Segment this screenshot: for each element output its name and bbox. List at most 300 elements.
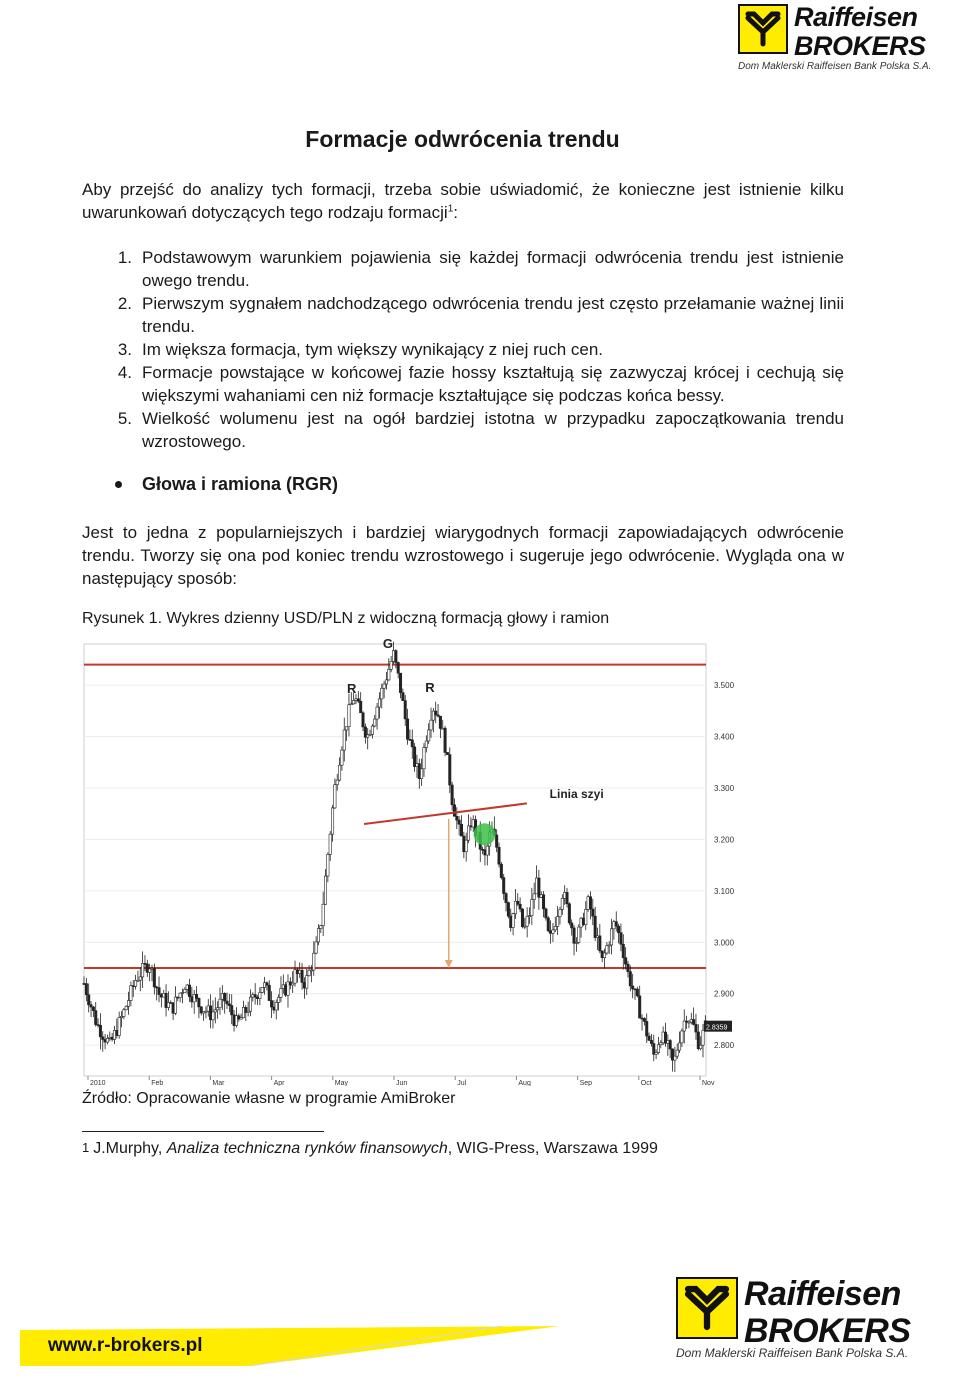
candle-body — [163, 993, 165, 997]
candle-body — [650, 1040, 652, 1043]
candle-body — [549, 931, 551, 933]
candle-body — [470, 826, 472, 827]
candle-body — [392, 651, 394, 662]
candle-body — [643, 1018, 645, 1021]
intro-paragraph — [82, 178, 844, 224]
page-title: Formacje odwrócenia trendu — [305, 126, 620, 152]
candle-body — [146, 964, 148, 972]
candle-body — [432, 711, 434, 720]
candle-body — [153, 968, 155, 987]
candle-body — [678, 1043, 680, 1050]
candle-body — [144, 963, 146, 964]
candle-body — [561, 898, 563, 909]
candle-body — [268, 985, 270, 1000]
candle-body — [240, 1018, 242, 1019]
candle-body — [627, 964, 629, 972]
x-tick-label: Jul — [457, 1080, 467, 1086]
candle-body — [212, 1012, 214, 1020]
candle-body — [446, 752, 448, 754]
candle-body — [582, 918, 584, 925]
candle-body — [521, 909, 523, 927]
candle-body — [282, 985, 284, 989]
candle-body — [165, 993, 167, 1007]
candle-body — [660, 1043, 662, 1045]
x-tick-label: Sep — [579, 1080, 593, 1086]
candle-body — [638, 996, 640, 1018]
candle-body — [460, 824, 462, 836]
candle-body — [657, 1045, 659, 1053]
candle-body — [571, 923, 573, 928]
candle-body — [631, 986, 633, 989]
y-tick-label: 3.000 — [714, 938, 735, 948]
candle-body — [341, 750, 343, 765]
chart-svg — [80, 636, 740, 1086]
candle-body — [170, 1003, 172, 1004]
list-item-number: 2. — [117, 294, 132, 313]
candle-body — [371, 726, 373, 734]
candle-body — [83, 983, 85, 984]
candle-body — [467, 826, 469, 840]
list-item-number: 1. — [117, 248, 132, 267]
candle-body — [695, 1024, 697, 1032]
candle-body — [559, 909, 561, 916]
list-item-text: Wielkość wolumenu jest na ogół bardziej istotna w przypadku zapoczątkowania trendu wzrostowego. — [142, 409, 844, 451]
candle-body — [552, 930, 554, 933]
candle-body — [158, 988, 160, 995]
candle-body — [287, 982, 289, 995]
candle-body — [155, 987, 157, 988]
candle-body — [423, 748, 425, 769]
y-tick-label: 3.100 — [714, 886, 735, 896]
candle-body — [599, 936, 601, 951]
candle-body — [254, 995, 256, 998]
footnote-number: 1 — [82, 1140, 90, 1155]
candle-body — [226, 1001, 228, 1004]
candle-body — [284, 985, 286, 995]
candle-body — [610, 929, 612, 945]
candle-body — [280, 988, 282, 997]
x-tick-label: Feb — [151, 1080, 164, 1086]
candle-body — [139, 977, 141, 980]
candle-body — [198, 998, 200, 1006]
x-tick-label: Aug — [518, 1080, 531, 1086]
x-tick-label: Nov — [702, 1080, 715, 1086]
candle-body — [578, 927, 580, 942]
candle-body — [85, 984, 87, 995]
candle-body — [542, 895, 544, 909]
candle-body — [277, 997, 279, 1002]
brand-logo-top — [738, 2, 932, 72]
candle-body — [629, 972, 631, 986]
candle-body — [261, 987, 263, 992]
candle-body — [383, 684, 385, 688]
candle-body — [303, 982, 305, 988]
candle-body — [653, 1043, 655, 1054]
candle-body — [289, 982, 291, 985]
candle-body — [481, 849, 483, 850]
candle-body — [528, 916, 530, 917]
candle-body — [402, 693, 404, 701]
candle-body — [512, 914, 514, 928]
bullet-icon — [115, 481, 122, 488]
candle-body — [580, 918, 582, 927]
candle-body — [641, 1018, 643, 1019]
candle-body — [329, 834, 331, 854]
candle-body — [123, 1010, 125, 1017]
candle-body — [486, 846, 488, 855]
candle-body — [456, 816, 458, 820]
candle-body — [674, 1056, 676, 1060]
candle-body — [563, 892, 565, 898]
candle-body — [533, 894, 535, 900]
y-tick-label: 3.200 — [714, 835, 735, 845]
candle-body — [95, 1011, 97, 1025]
candle-body — [699, 1045, 701, 1049]
candle-body — [554, 926, 556, 929]
candle-body — [160, 995, 162, 998]
x-tick-label: Oct — [640, 1080, 652, 1086]
candle-body — [92, 1007, 94, 1011]
candle-body — [247, 1011, 249, 1012]
candle-body — [228, 1004, 230, 1006]
candle-body — [294, 970, 296, 983]
candle-body — [503, 878, 505, 894]
candle-body — [395, 651, 397, 663]
candle-body — [306, 976, 308, 989]
candle-body — [350, 704, 352, 705]
candle-body — [148, 969, 150, 972]
list-item-number: 3. — [117, 340, 132, 359]
right-shoulder-label: R — [425, 680, 435, 695]
y-tick-label: 3.500 — [714, 681, 735, 691]
brand-name-line1: Raiffeisen — [794, 2, 918, 32]
candle-body — [313, 953, 315, 970]
candle-body — [188, 985, 190, 997]
candle-body — [465, 840, 467, 852]
candle-body — [535, 878, 537, 894]
y-tick-label: 2.800 — [714, 1041, 735, 1051]
candle-body — [437, 715, 439, 716]
candle-body — [594, 916, 596, 937]
candle-body — [589, 897, 591, 909]
candle-body — [181, 992, 183, 993]
candle-body — [369, 734, 371, 735]
candle-body — [97, 1025, 99, 1026]
candle-body — [451, 785, 453, 805]
figure-chart — [80, 636, 740, 1091]
footer-url: www.r-brokers.pl — [48, 1335, 203, 1356]
candle-body — [273, 1007, 275, 1010]
y-tick-label: 2.900 — [714, 989, 735, 999]
candle-body — [238, 1016, 240, 1019]
candle-body — [125, 1006, 127, 1009]
candle-body — [348, 705, 350, 727]
candle-body — [397, 662, 399, 673]
candle-body — [90, 1005, 92, 1007]
candle-body — [702, 1030, 704, 1045]
candle-body — [418, 764, 420, 779]
candle-body — [266, 983, 268, 985]
candle-body — [636, 989, 638, 996]
candle-body — [242, 1007, 244, 1017]
candle-body — [526, 916, 528, 926]
candle-body — [327, 854, 329, 876]
candle-body — [676, 1050, 678, 1056]
raiffeisen-gable-icon — [676, 1277, 738, 1339]
candle-body — [259, 992, 261, 998]
candle-body — [425, 741, 427, 747]
intro-end: : — [453, 203, 458, 222]
candle-body — [177, 997, 179, 998]
candle-body — [655, 1053, 657, 1055]
candle-body — [547, 918, 549, 931]
candle-body — [622, 944, 624, 957]
candle-body — [179, 993, 181, 998]
candle-body — [362, 713, 364, 727]
candle-body — [413, 747, 415, 767]
candle-body — [231, 1006, 233, 1015]
list-item — [82, 246, 844, 292]
candle-body — [343, 730, 345, 750]
section-paragraph: Jest to jedna z popularniejszych i bardziej wiarygodnych formacji zapowiadających odwrócenie trendu. Tworzy się ona pod koniec trendu wzrostowego i sugeruje jego odwrócenie. Wygląda ona w następujący sposób: — [82, 523, 844, 588]
footnote — [82, 1140, 658, 1158]
candle-body — [498, 847, 500, 864]
candle-body — [151, 968, 153, 969]
candle-body — [681, 1031, 683, 1043]
candle-body — [556, 917, 558, 927]
candle-body — [223, 993, 225, 1001]
candle-body — [191, 997, 193, 1002]
brand-tagline: Dom Maklerski Raiffeisen Bank Polska S.A. — [738, 61, 932, 72]
candle-body — [381, 688, 383, 699]
candle-body — [484, 850, 486, 855]
candle-body — [106, 1038, 108, 1042]
candle-body — [216, 1008, 218, 1010]
candle-body — [514, 901, 516, 913]
conditions-list — [82, 246, 844, 453]
candle-body — [519, 904, 521, 909]
candle-body — [524, 926, 526, 927]
candle-body — [245, 1007, 247, 1012]
candle-body — [435, 711, 437, 715]
candle-body — [209, 1006, 211, 1020]
candle-body — [416, 764, 418, 767]
section-heading-text: Głowa i ramiona (RGR) — [142, 474, 339, 494]
candle-body — [671, 1049, 673, 1060]
head-label: G — [382, 636, 393, 651]
candle-body — [355, 699, 357, 701]
candle-body — [134, 980, 136, 986]
candle-body — [127, 1001, 129, 1007]
candle-body — [249, 997, 251, 1011]
candle-body — [322, 904, 324, 925]
candle-body — [505, 894, 507, 903]
candle-body — [453, 805, 455, 817]
candle-body — [615, 922, 617, 927]
candle-body — [613, 922, 615, 929]
candle-body — [301, 970, 303, 982]
brand-tagline: Dom Maklerski Raiffeisen Bank Polska S.A. — [676, 1346, 909, 1360]
candle-body — [334, 785, 336, 808]
candle-body — [102, 1037, 104, 1040]
candle-body — [596, 936, 598, 938]
y-tick-label: 3.300 — [714, 784, 735, 793]
candle-body — [364, 727, 366, 737]
brand-name-line1: Raiffeisen — [744, 1275, 901, 1313]
candle-body — [692, 1019, 694, 1024]
candle-body — [606, 946, 608, 953]
candle-body — [221, 993, 223, 999]
list-item-text: Formacje powstające w końcowej fazie hossy kształtują się zazwyczaj krócej i cechują się większymi wahaniami cen niż formacje kształtujące się podczas końca bessy. — [142, 363, 844, 405]
candle-body — [130, 986, 132, 1001]
candle-body — [617, 926, 619, 932]
candle-body — [409, 739, 411, 740]
candle-body — [685, 1021, 687, 1022]
candle-body — [235, 1016, 237, 1026]
candle-body — [603, 953, 605, 958]
candle-body — [444, 728, 446, 752]
candle-body — [113, 1030, 115, 1039]
candle-body — [376, 707, 378, 719]
candle-body — [495, 835, 497, 847]
candle-body — [531, 900, 533, 916]
candle-body — [404, 701, 406, 719]
candle-body — [132, 986, 134, 987]
candle-body — [256, 997, 258, 998]
figure-source: Źródło: Opracowanie własne w programie AmiBroker — [82, 1090, 456, 1107]
candle-body — [99, 1025, 101, 1037]
candle-body — [186, 985, 188, 989]
candle-body — [399, 673, 401, 692]
intro-footnote-ref: 1 — [447, 203, 454, 215]
candle-body — [308, 970, 310, 975]
candle-body — [352, 700, 354, 703]
candle-body — [315, 942, 317, 953]
raiffeisen-gable-icon — [738, 4, 788, 54]
candle-body — [336, 780, 338, 785]
brand-logo-bottom — [676, 1275, 911, 1360]
candle-body — [214, 1010, 216, 1012]
footnote-publisher: , WIG-Press, Warszawa 1999 — [447, 1140, 658, 1157]
candle-body — [205, 1011, 207, 1012]
list-item — [82, 407, 844, 453]
candle-body — [585, 909, 587, 924]
candle-body — [275, 1002, 277, 1010]
candle-body — [104, 1039, 106, 1042]
candle-body — [545, 909, 547, 918]
candle-body — [420, 769, 422, 779]
candle-body — [620, 933, 622, 945]
candle-body — [662, 1032, 664, 1043]
candle-body — [634, 989, 636, 990]
candle-body — [439, 716, 441, 728]
candle-body — [430, 720, 432, 730]
candle-body — [345, 727, 347, 730]
candle-body — [111, 1037, 113, 1039]
chart-plot-area — [84, 644, 706, 1076]
candle-body — [202, 1011, 204, 1013]
candle-body — [374, 719, 376, 726]
candle-body — [592, 909, 594, 916]
candle-body — [263, 983, 265, 988]
candle-body — [174, 997, 176, 1013]
candle-body — [118, 1018, 120, 1036]
left-shoulder-label: R — [347, 681, 357, 696]
x-tick-label: 2010 — [90, 1080, 106, 1086]
candle-body — [116, 1030, 118, 1035]
list-item-number: 4. — [117, 363, 132, 382]
candle-body — [669, 1040, 671, 1049]
breakout-signal-marker — [474, 823, 496, 845]
list-item — [82, 361, 844, 407]
x-tick-label: Mar — [212, 1080, 225, 1086]
candle-body — [367, 735, 369, 737]
candle-body — [378, 699, 380, 707]
candle-body — [137, 980, 139, 981]
candle-body — [87, 995, 89, 1005]
list-item-number: 5. — [117, 409, 132, 428]
candle-body — [252, 995, 254, 998]
candle-body — [291, 983, 293, 985]
candle-body — [427, 730, 429, 741]
list-item-text: Pierwszym sygnałem nadchodzącego odwrócenia trendu jest często przełamanie ważnej linii trendu. — [142, 294, 844, 336]
candle-body — [411, 740, 413, 747]
candle-body — [184, 989, 186, 992]
candle-body — [390, 661, 392, 669]
candle-body — [664, 1032, 666, 1043]
x-tick-label: May — [334, 1080, 349, 1086]
candle-body — [510, 916, 512, 927]
y-tick-label: 3.400 — [714, 732, 735, 742]
candle-body — [538, 878, 540, 897]
candle-body — [575, 942, 577, 943]
candle-body — [320, 926, 322, 929]
footnote-divider — [82, 1131, 324, 1132]
list-item-text: Im większa formacja, tym większy wynikający z niej ruch cen. — [142, 340, 604, 359]
candle-body — [573, 928, 575, 943]
candle-body — [310, 970, 312, 971]
last-price-label: 2.8359 — [706, 1024, 728, 1032]
candle-body — [141, 963, 143, 977]
candle-body — [172, 1003, 174, 1014]
candle-body — [500, 864, 502, 877]
neckline-label: Linia szyi — [549, 787, 604, 801]
candle-body — [193, 994, 195, 1002]
candle-body — [338, 765, 340, 780]
candle-body — [683, 1021, 685, 1031]
candle-body — [690, 1019, 692, 1022]
candle-body — [449, 755, 451, 785]
candle-body — [324, 876, 326, 904]
candle-body — [697, 1032, 699, 1049]
candle-body — [507, 903, 509, 917]
x-tick-label: Jun — [396, 1080, 408, 1086]
candle-body — [566, 892, 568, 903]
candle-body — [359, 701, 361, 713]
candle-body — [601, 951, 603, 958]
intro-text: Aby przejść do analizy tych formacji, trzeba sobie uświadomić, że konieczne jest istnienie kilku uwarunkowań dotyczących tego rodzaju formacji — [82, 180, 844, 222]
candle-body — [219, 999, 221, 1008]
candle-body — [648, 1036, 650, 1040]
candle-body — [442, 728, 444, 729]
figure-caption: Rysunek 1. Wykres dzienny USD/PLN z widoczną formacją głowy i ramion — [82, 610, 610, 627]
candle-body — [200, 1007, 202, 1013]
candle-body — [463, 836, 465, 852]
footnote-author: J.Murphy, — [93, 1140, 167, 1157]
candle-body — [472, 820, 474, 827]
candle-body — [167, 1003, 169, 1008]
candle-body — [331, 808, 333, 834]
